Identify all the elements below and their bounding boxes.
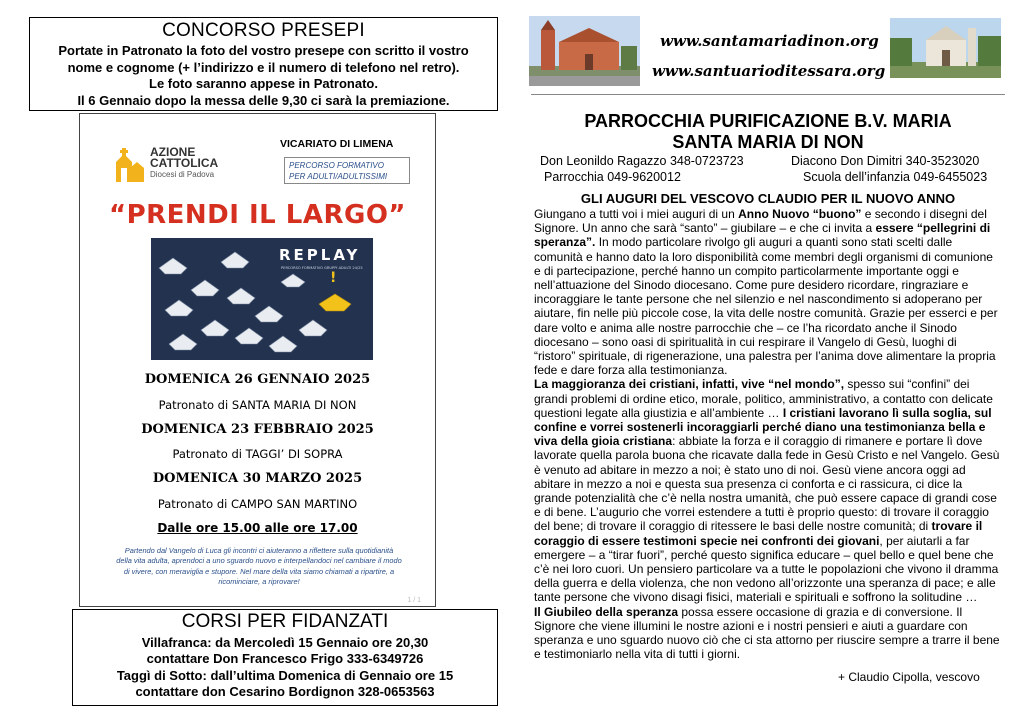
event-date: DOMENICA 26 GENNAIO 2025 xyxy=(144,372,371,387)
text-run: Giungano a tutti voi i miei auguri di un xyxy=(534,207,739,221)
letter-paragraph xyxy=(534,605,1000,662)
contact-diacono: Diacono Don Dimitri 340-3523020 xyxy=(791,154,980,168)
letter-paragraph xyxy=(534,377,1000,604)
corsi-line: Villafranca: da Mercoledì 15 Gennaio ore 20,30 xyxy=(141,635,429,650)
text-run: e secondo i disegni del Signore. Un anno che sarà “santo” – giubilare – e che ci invita a xyxy=(534,207,987,236)
event-date: DOMENICA 30 MARZO 2025 xyxy=(152,471,363,486)
contact-scuola-infanzia: Scuola dell’infanzia 049-6455023 xyxy=(803,170,988,184)
event-date: DOMENICA 23 FEBBRAIO 2025 xyxy=(141,422,374,437)
presepi-title: CONCORSO PRESEPI xyxy=(162,20,365,41)
presepi-line: Portate in Patronato la foto del vostro presepe con scritto il vostro xyxy=(58,43,469,58)
text-run: : abbiate la forza e il coraggio di rimanere e portare lì dove lavorate quella parola buona che ricavate dalla fede in Gesù Cristo e nel Vangelo. Gesù è venuto ad abitare in mezzo a noi; è stato uno di noi. Gesù viene ancora oggi ad abitare in mezzo a noi e questa sua presenza ci conforta e ci rassicura, ci dice la grande potenzialità che c’è nella nostra umanità, che può essere capace di grandi cose e di bene. L’augurio che vorrei estendere a tutti è proprio questo: di trovare il coraggio del bene; di trovare il coraggio di ritessere le basi delle nostre comunità; di xyxy=(534,434,1000,534)
vicariato-label: VICARIATO DI LIMENA xyxy=(280,138,394,150)
text-emphasis: essere “pellegrini di speranza”. xyxy=(534,221,991,250)
text-emphasis: Il Giubileo della speranza xyxy=(534,604,679,619)
parish-name: PARROCCHIA PURIFICAZIONE B.V. MARIA xyxy=(584,111,952,131)
presepi-line: Le foto saranno appese in Patronato. xyxy=(149,76,378,91)
paper-boats-image xyxy=(151,238,373,360)
flyer-description: Partendo dal Vangelo di Luca gli incontri ci aiuteranno a riflettere sulla quotidianità della vita adulta, aprendoci a uno sguardo nuovo e interpellandoci nel cambiare il modo di vivere, con meraviglia e stupore. Nel mare della vita siamo chiamati a ripartire, a ricominciare, a riprovare! xyxy=(116,546,402,587)
bishop-letter xyxy=(534,207,1000,662)
replay-exclamation-icon: ! xyxy=(330,270,337,286)
event-hours: Dalle ore 15.00 alle ore 17.00 xyxy=(157,521,358,535)
replay-title: REPLAY xyxy=(279,246,361,264)
azione-cattolica-name xyxy=(150,147,218,180)
percorso-box xyxy=(284,157,410,184)
org-subtitle: Diocesi di Padova xyxy=(150,170,215,179)
sanctuary-photo xyxy=(890,18,1001,78)
letter-signature: + Claudio Cipolla, vescovo xyxy=(838,670,980,684)
event-place: Patronato di CAMPO SAN MARTINO xyxy=(157,497,358,511)
text-emphasis: La maggioranza dei cristiani, infatti, vive “nel mondo”, xyxy=(534,377,845,392)
corsi-line: contattare don Cesarino Bordignon 328-0653563 xyxy=(135,684,435,700)
flyer-headline: “PRENDI IL LARGO” xyxy=(108,200,407,230)
event-place: Patronato di TAGGI’ DI SOPRA xyxy=(172,447,343,461)
website-link-santuarioditessara[interactable]: www.santuarioditessara.org xyxy=(652,62,886,80)
text-run: possa essere occasione di grazia e di conversione. Il Signore che viene illumini le nostre azioni e i nostri pensieri e aiuti a guardare con speranza e uno sguardo nuovo ciò che ci sta attorno per riuscire sempre a trarre il bene e testimoniarlo nella vita di tutti i giorni. xyxy=(534,604,1000,662)
corsi-line: contattare Don Francesco Frigo 333-6349726 xyxy=(146,651,424,667)
text-emphasis: I cristiani lavorano lì sulla soglia, sul confine e vorrei sostenerli incoraggiarli perché diano una testimonianza bella e viva della gioia cristiana xyxy=(534,405,992,449)
percorso-line: PER ADULTI/ADULTISSIMI xyxy=(289,172,388,181)
presepi-line: nome e cognome (+ l’indirizzo e il numero di telefono nel retro). xyxy=(67,59,460,75)
corsi-line: Taggì di Sotto: dall’ultima Domenica di Gennaio ore 15 xyxy=(116,667,454,683)
text-run: spesso sui “confini” dei grandi problemi di ordine etico, morale, politico, amministrativo, a contatto con delicate questioni legate alla giustizia e all’ambiente … xyxy=(534,377,993,420)
percorso-line: PERCORSO FORMATIVO xyxy=(289,161,384,170)
replay-subtitle: PERCORSO FORMATIVO GRUPPI ADULTI 24/25 xyxy=(281,266,363,270)
event-place: Patronato di SANTA MARIA DI NON xyxy=(158,398,357,412)
contact-parrocchia: Parrocchia 049-9620012 xyxy=(544,170,681,184)
text-run: , per aiutarli a far emergere – a “tirar fuori”, perché questo significa educare – quel bello e quel bene che c’è nei loro cuori. Un pensiero particolare va a tutte le popolazioni che vivono il dramma della guerra e della violenza, che non vedono all’orizzonte una speranza di pace; e alle tante persone che vivono disagi fisici, materiali e spirituali e soffrono la solitudine … xyxy=(534,533,999,605)
website-link-santamariadinon[interactable]: www.santamariadinon.org xyxy=(660,32,879,50)
org-name-line: CATTOLICA xyxy=(150,156,219,170)
presepi-line: Il 6 Gennaio dopo la messa delle 9,30 ci sarà la premiazione. xyxy=(77,92,450,108)
text-emphasis: trovare il coraggio di essere testimoni specie nei confronti dei giovani xyxy=(534,519,983,548)
event-flyer xyxy=(79,113,436,607)
corsi-title: CORSI PER FIDANZATI xyxy=(181,611,389,632)
header-divider xyxy=(531,94,1005,95)
org-name-line: AZIONE xyxy=(150,145,196,159)
letter-title: GLI AUGURI DEL VESCOVO CLAUDIO PER IL NUOVO ANNO xyxy=(580,191,956,206)
letter-paragraph xyxy=(534,207,1000,377)
contact-parroco: Don Leonildo Ragazzo 348-0723723 xyxy=(540,154,744,168)
page-number: 1 / 1 xyxy=(407,597,421,604)
text-run: In modo particolare rivolgo gli auguri a quanti sono stati scelti dalle comunità e hanno dato la loro disponibilità come membri degli organismi di comunione e di partecipazione, perché hanno un compito particolarmente importante oggi e nell’attuazione del Sinodo diocesano. Come pure desidero ricordare, ringraziare e incoraggiare le tante persone che nel silenzio e nel nascondimento si adoperano per aiutare, fin nelle più piccole cose, la vita delle nostre comunità. Grazie per esserci e per dare volto e anima alle nostre parrocchie che – ce l’ha ricordato anche il Sinodo diocesano – sono oasi di spiritualità in cui respirare il Vangelo di Gesù, luoghi di “ristoro” spirituale, di rigenerazione, una palestra per l’anima dove alimentare la propria fede e dare forza alla testimonianza. xyxy=(534,235,998,378)
presepi-contest-box xyxy=(29,17,498,111)
azione-cattolica-logo-icon xyxy=(110,146,146,186)
church-photo xyxy=(529,16,640,86)
text-emphasis: Anno Nuovo “buono” xyxy=(738,207,862,221)
fidanzati-courses-box xyxy=(72,609,498,706)
parish-location: SANTA MARIA DI NON xyxy=(672,132,864,152)
